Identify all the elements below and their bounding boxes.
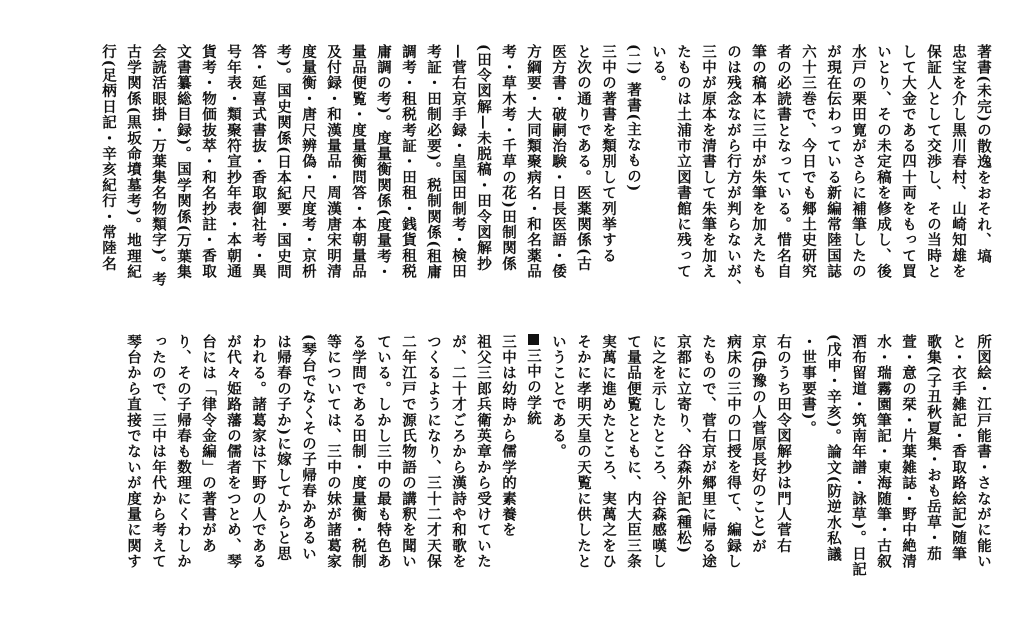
subsection-heading: (二) 著書(主なもの): [625, 44, 642, 193]
text-column: 答・延喜式書抜・香取御社考・異: [250, 44, 267, 280]
text-column: が代々姫路藩の儒者をつとめ、琴: [225, 334, 242, 570]
text-column: 歌集(子丑秋夏集・おも岳草・茄: [925, 334, 942, 562]
text-column: 病床の三中の口授を得て、編録し: [725, 334, 742, 570]
text-column: は帰春の子か)に嫁してからと思: [275, 334, 292, 562]
text-column: たものは土浦市立図書館に残って: [675, 44, 692, 280]
text-column: 及付録・和漢量品・周漢唐宋明清: [325, 44, 342, 280]
text-column: て量品便覧とともに、内大臣三条: [625, 334, 642, 570]
lower-text-block: [96, 44, 996, 312]
text-column: 度量衡・唐尺辨偽・尺度考・京枡: [300, 44, 317, 280]
text-column: 等については、三中の妹が諸葛家: [325, 334, 342, 570]
text-column: 三中の著書を類別して列挙する: [600, 44, 617, 264]
text-column: ったので、三中は年代から考えて: [150, 334, 167, 570]
text-column: 二年江戸で源氏物語の講釈を聞い: [400, 334, 417, 570]
text-column: が現在伝わっている新編常陸国誌: [825, 44, 842, 280]
text-column: つくるようになり、三十二才天保: [425, 334, 442, 570]
text-column: そかに孝明天皇の天覧に供したと: [575, 334, 592, 570]
text-column: と・衣手雑記・香取路絵記)随筆: [950, 334, 967, 562]
text-column: して大金である四十両をもって買: [900, 44, 917, 280]
text-column: 行(足柄日記・辛亥紀行・常陸名: [100, 44, 117, 272]
text-column: 庸調の考)。度量衡関係(度量考・: [375, 44, 392, 280]
text-column: 医方書・破嗣治験・日長医語・倭: [550, 44, 567, 280]
text-column: 会読活眼掛・万葉集名物類字)。考: [150, 44, 167, 288]
text-column: のは残念ながら行方が判らないが、: [725, 44, 742, 296]
text-column: 号年表・類聚符宣抄年表・本朝通: [225, 44, 242, 280]
text-column: 台には「律令金編」の著書があ: [200, 334, 217, 554]
text-column: —菅右京手録・皇国田制考・検田: [450, 44, 467, 280]
text-column: いうことである。: [550, 334, 567, 460]
text-column: 京(伊豫の人菅原長好のこと)が: [750, 334, 767, 555]
text-column: 考証・田制必要)。税制関係(租庸: [425, 44, 442, 280]
text-column: 筆の稿本に三中が朱筆を加えたも: [750, 44, 767, 280]
text-column: 萱・意の栞・片葉雑誌・野中絶清: [900, 334, 917, 570]
text-column: たもので、菅右京が郷里に帰る途: [700, 334, 717, 570]
text-column: り、その子帰春も数理にくわしか: [175, 334, 192, 570]
text-column: に之を示したところ、谷森感嘆し: [650, 334, 667, 570]
text-column: 貨考・物価抜萃・和名抄註・香取: [200, 44, 217, 280]
text-column: ている。しかし三中の最も特色あ: [375, 334, 392, 570]
text-column: 著書(未完)の散逸をおそれ、塙: [975, 44, 992, 265]
text-column: 方綱要・大同類聚病名・和名薬品: [525, 44, 542, 280]
text-column: 三中が原本を清書して朱筆を加え: [700, 44, 717, 280]
text-column: 文書纂総目録)。国学関係(万葉集: [175, 44, 192, 280]
text-column: 者の必読書となっている。惜名自: [775, 44, 792, 280]
text-column: 京都に立寄り、谷森外記(種松): [675, 334, 692, 555]
text-column: 考・草木考・千草の花)田制関係: [500, 44, 517, 272]
text-column: が、二十才ごろから漢詩や和歌を: [450, 334, 467, 570]
text-column: 右のうち田令図解抄は門人菅右: [775, 334, 792, 554]
text-column: 三中は幼時から儒学的素養を: [500, 334, 517, 539]
upper-text-block: [121, 334, 996, 604]
text-column: (琴台でなくその子帰春かあるい: [300, 334, 317, 562]
text-column: 保証人として交渉し、その当時と: [925, 44, 942, 280]
text-column: 水・瑞霧園筆記・東海随筆・古叙: [875, 334, 892, 570]
text-column: 忠宝を介し黒川春村、山崎知雄を: [950, 44, 967, 280]
text-column: 実萬に進めたところ、実萬之をひ: [600, 334, 617, 570]
text-column: 水戸の栗田寛がさらに補筆したの: [850, 44, 867, 280]
text-column: 量品便覧・度量衡問答・本朝量品: [350, 44, 367, 280]
text-column: (戊申・辛亥)。論文(防逆水私議: [825, 334, 842, 563]
heading-bullet-icon: [528, 334, 539, 345]
text-column: (田令図解—未脱稿・田令図解抄: [475, 44, 492, 272]
section-heading: 三中の学統: [521, 334, 546, 604]
text-column: いる。: [650, 44, 667, 92]
text-column: 調考・租税考証・田租・銭貨租税: [400, 44, 417, 280]
text-column: ・世事要書)。: [800, 334, 817, 437]
text-column: 六十三巻で、今日でも郷土史研究: [800, 44, 817, 280]
text-column: 祖父三郎兵衛英章から受けていた: [475, 334, 492, 570]
text-column: 酒布留道・筑南年譜・詠草)。日記: [850, 334, 867, 578]
text-column: いとり、その未定稿を修成し、後: [875, 44, 892, 280]
text-column: 考)。国史関係(日本紀要・国史問: [275, 44, 292, 280]
text-column: る学問である田制・度量衡・税制: [350, 334, 367, 570]
text-column: 古学関係(黒坂命墳墓考)。地理紀: [125, 44, 142, 280]
text-column: 琴台から直接でないが度量に関す: [125, 334, 142, 570]
text-column: と次の通りである。医薬関係(古: [575, 44, 592, 272]
text-column: われる。諸葛家は下野の人である: [250, 334, 267, 570]
text-column: 所図絵・江戸能書・さながに能い: [975, 334, 992, 570]
